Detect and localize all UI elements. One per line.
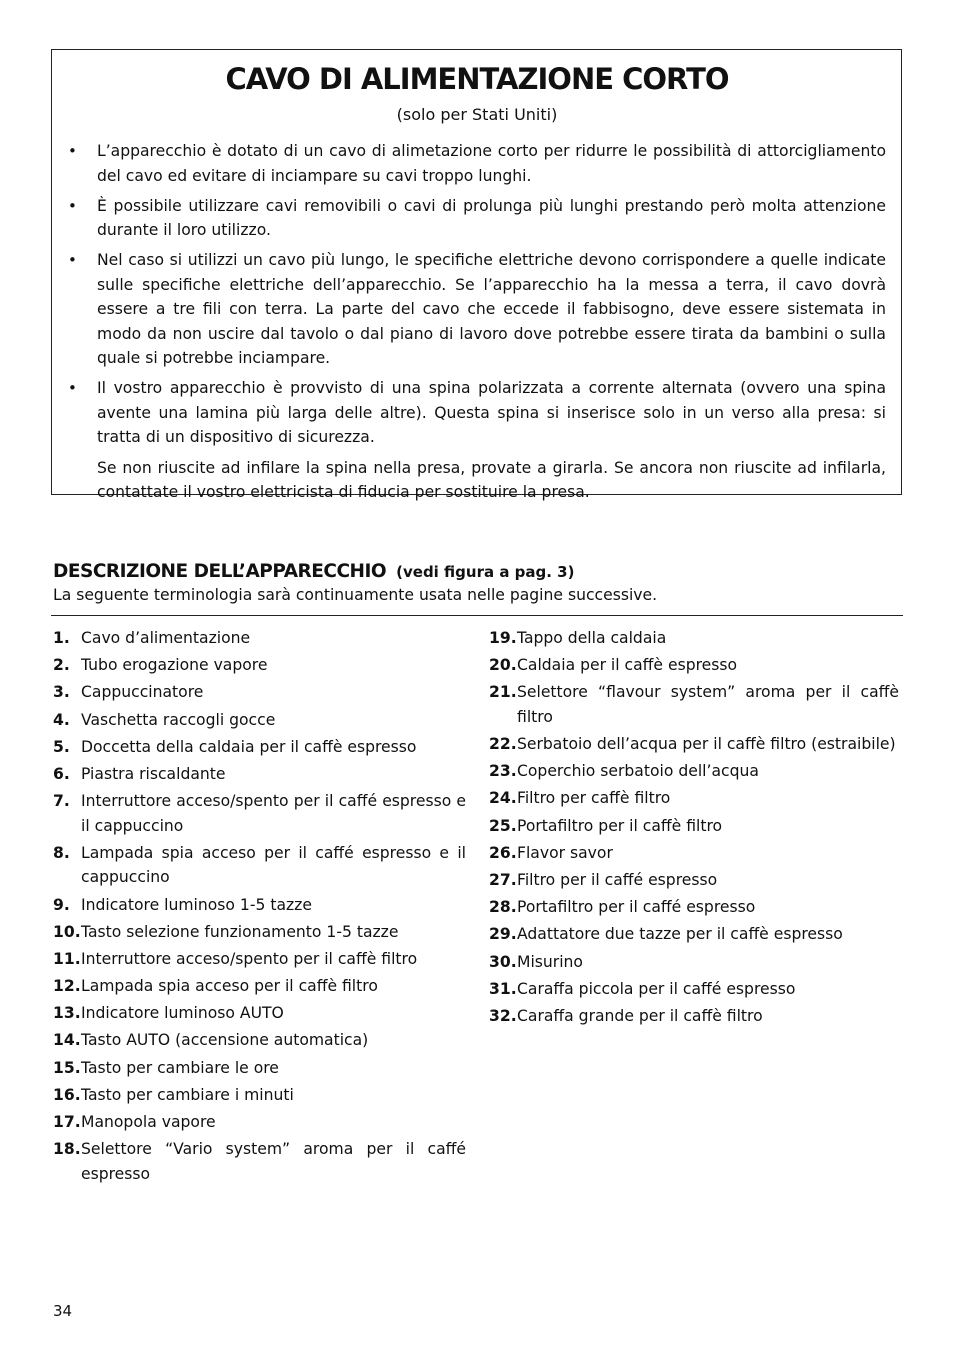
parts-list-item bbox=[53, 708, 466, 733]
parts-list-item-label: Portafiltro per il caffè filtro bbox=[517, 816, 723, 835]
parts-list-item bbox=[489, 680, 899, 729]
parts-list-item bbox=[489, 841, 899, 866]
parts-list-item-number: 22. bbox=[489, 735, 517, 754]
parts-list-item bbox=[489, 759, 899, 784]
parts-list-item-label: Lampada spia acceso per il caffè filtro bbox=[81, 977, 378, 996]
parts-list-item-number: 1. bbox=[53, 629, 70, 647]
parts-list-item-number: 15. bbox=[53, 1058, 81, 1077]
parts-list-item bbox=[53, 1137, 466, 1186]
parts-list-item-number: 25. bbox=[489, 816, 517, 835]
parts-list-item-number: 32. bbox=[489, 1006, 517, 1025]
parts-list-item-number: 17. bbox=[53, 1113, 81, 1131]
parts-list-item-number: 11. bbox=[53, 949, 81, 968]
parts-list-item-label: Cappuccinatore bbox=[81, 683, 204, 702]
parts-list-item-label: Indicatore luminoso 1-5 tazze bbox=[81, 895, 312, 914]
bullet-dot-icon: • bbox=[68, 379, 77, 397]
parts-list-item bbox=[53, 626, 466, 651]
parts-list-item bbox=[53, 1110, 466, 1135]
section-heading bbox=[53, 561, 903, 582]
notice-bullet-text: Nel caso si utilizzi un cavo più lungo, le specifiche elettriche devono corrispondere a quelle indicate sulle specifiche elettriche dell’apparecchio. Se l’apparecchio ha la messa a terra, il cavo dovrà essere a tre fili con terra. La parte del cavo che eccede il fabbisogno, deve essere sistemata in modo da non uscire dal tavolo o dal piano di lavoro dove potrebbe essere tirata da bambini o sulla quale si potrebbe inciampare. bbox=[97, 251, 886, 367]
parts-list-item-number: 8. bbox=[53, 843, 70, 862]
parts-list-item-number: 16. bbox=[53, 1085, 81, 1104]
parts-list-item-label: Coperchio serbatoio dell’acqua bbox=[517, 762, 759, 781]
parts-list-item bbox=[489, 895, 899, 920]
parts-list-item-label: Portafiltro per il caffé espresso bbox=[517, 898, 756, 917]
parts-list-item-label: Tappo della caldaia bbox=[517, 629, 667, 647]
parts-list-item-number: 5. bbox=[53, 737, 70, 756]
parts-list-item-label: Interruttore acceso/spento per il caffé espresso e il cappuccino bbox=[81, 792, 466, 835]
parts-list-item-number: 30. bbox=[489, 952, 517, 971]
parts-list-item bbox=[53, 680, 466, 705]
notice-bullet-text: È possibile utilizzare cavi removibili o cavi di prolunga più lunghi prestando però molta attenzione durante il loro utilizzo. bbox=[97, 196, 886, 239]
parts-list-item-number: 10. bbox=[53, 922, 81, 941]
notice-bullet-note: Se non riuscite ad infilare la spina nella presa, provate a girarla. Se ancora non riuscite ad infilarla, contattate il vostro elettricista di fiducia per sostituire la presa. bbox=[97, 458, 886, 501]
parts-list-item bbox=[53, 1083, 466, 1108]
parts-list-item-number: 4. bbox=[53, 710, 70, 729]
section-figure-reference: (vedi figura a pag. 3) bbox=[396, 563, 575, 581]
parts-list-item-label: Manopola vapore bbox=[81, 1113, 216, 1131]
parts-list-item-number: 31. bbox=[489, 979, 517, 998]
parts-list-item-number: 18. bbox=[53, 1140, 81, 1159]
parts-list-item-label: Caldaia per il caffè espresso bbox=[517, 656, 738, 675]
notice-bullet-text: Il vostro apparecchio è provvisto di una spina polarizzata a corrente alternata (ovvero una spina avente una lamina più larga delle altre). Questa spina si inserisce solo in un verso alla presa: si tratta di un dispositivo di sicurezza. bbox=[97, 379, 886, 446]
parts-list-item-label: Tasto selezione funzionamento 1-5 tazze bbox=[81, 922, 399, 941]
parts-list-item-label: Adattatore due tazze per il caffè espresso bbox=[517, 925, 843, 944]
parts-list-item-number: 19. bbox=[489, 629, 517, 647]
page-number: 34 bbox=[53, 1302, 73, 1320]
parts-list-item bbox=[53, 893, 466, 918]
parts-list-item-label: Caraffa piccola per il caffé espresso bbox=[517, 979, 796, 998]
parts-list-item-label: Selettore “Vario system” aroma per il caffé espresso bbox=[81, 1140, 466, 1183]
parts-list-item-number: 7. bbox=[53, 792, 70, 811]
notice-title: CAVO DI ALIMENTAZIONE CORTO bbox=[225, 62, 729, 96]
parts-list-item bbox=[489, 1004, 899, 1029]
parts-list-item bbox=[489, 786, 899, 811]
section-intro: La seguente terminologia sarà continuamente usata nelle pagine successive. bbox=[53, 586, 658, 604]
parts-list-item-number: 9. bbox=[53, 895, 70, 914]
parts-list-item-number: 14. bbox=[53, 1031, 81, 1050]
parts-list-right bbox=[489, 626, 899, 1031]
parts-list-item-number: 26. bbox=[489, 843, 517, 862]
parts-list-item bbox=[53, 1028, 466, 1053]
parts-list-item bbox=[53, 1056, 466, 1081]
parts-list-item-label: Vaschetta raccogli gocce bbox=[81, 710, 276, 729]
parts-list-item bbox=[53, 947, 466, 972]
parts-list-item-label: Interruttore acceso/spento per il caffè filtro bbox=[81, 949, 418, 968]
parts-list-item bbox=[489, 950, 899, 975]
parts-list-item-number: 29. bbox=[489, 925, 517, 944]
parts-list-left bbox=[53, 626, 466, 1189]
parts-list-item-number: 24. bbox=[489, 789, 517, 808]
parts-list-item bbox=[489, 732, 899, 757]
parts-list-item bbox=[489, 868, 899, 893]
parts-list-item-label: Tasto AUTO (accensione automatica) bbox=[81, 1031, 369, 1050]
notice-bullet bbox=[66, 376, 886, 505]
parts-list-item-number: 23. bbox=[489, 762, 517, 781]
parts-list-item bbox=[53, 974, 466, 999]
notice-bullet bbox=[66, 139, 886, 188]
parts-list-item bbox=[53, 735, 466, 760]
notice-subtitle: (solo per Stati Uniti) bbox=[396, 105, 558, 124]
bullet-dot-icon: • bbox=[68, 142, 77, 160]
parts-list-item-label: Lampada spia acceso per il caffé espresso e il cappuccino bbox=[81, 843, 466, 887]
parts-list-item-number: 28. bbox=[489, 898, 517, 917]
parts-list-item-label: Tasto per cambiare i minuti bbox=[81, 1085, 294, 1104]
parts-list-item-label: Doccetta della caldaia per il caffè espresso bbox=[81, 737, 417, 756]
bullet-dot-icon: • bbox=[68, 196, 77, 215]
parts-list-item bbox=[489, 626, 899, 651]
parts-list-item bbox=[53, 789, 466, 838]
parts-list-item bbox=[53, 920, 466, 945]
parts-list-item-label: Piastra riscaldante bbox=[81, 764, 226, 783]
bullet-dot-icon: • bbox=[68, 251, 77, 269]
parts-list-item-number: 12. bbox=[53, 977, 81, 996]
parts-list-item bbox=[53, 841, 466, 890]
parts-list-item bbox=[53, 762, 466, 787]
parts-list-item-label: Indicatore luminoso AUTO bbox=[81, 1004, 284, 1023]
parts-list-item-number: 13. bbox=[53, 1004, 81, 1023]
parts-list-item bbox=[489, 814, 899, 839]
parts-list-item-label: Tasto per cambiare le ore bbox=[81, 1058, 279, 1077]
notice-bullet-text: L’apparecchio è dotato di un cavo di alimetazione corto per ridurre le possibilità di attorcigliamento del cavo ed evitare di inciampare su cavi troppo lunghi. bbox=[97, 142, 886, 185]
parts-list-item-label: Filtro per il caffé espresso bbox=[517, 871, 718, 889]
parts-list-item bbox=[489, 977, 899, 1002]
parts-list-item bbox=[53, 1001, 466, 1026]
parts-list-item bbox=[489, 653, 899, 678]
parts-list-item-number: 3. bbox=[53, 683, 70, 702]
parts-list-item-label: Selettore “flavour system” aroma per il caffè filtro bbox=[517, 683, 899, 726]
notice-bullet bbox=[66, 194, 886, 243]
notice-bullet-list bbox=[66, 139, 886, 510]
parts-list-item-label: Misurino bbox=[517, 952, 583, 971]
parts-list-item-label: Caraffa grande per il caffè filtro bbox=[517, 1006, 763, 1025]
section-title: DESCRIZIONE DELL’APPARECCHIO bbox=[53, 561, 387, 582]
parts-list-item-label: Serbatoio dell’acqua per il caffè filtro (estraibile) bbox=[517, 735, 896, 754]
parts-list-item-label: Tubo erogazione vapore bbox=[81, 656, 268, 675]
parts-list-item-number: 6. bbox=[53, 764, 70, 783]
parts-list-item-number: 27. bbox=[489, 871, 517, 889]
parts-list-item-number: 21. bbox=[489, 683, 517, 702]
parts-list-item-number: 20. bbox=[489, 656, 517, 675]
parts-list-item-label: Filtro per caffè filtro bbox=[517, 789, 671, 808]
notice-bullet bbox=[66, 248, 886, 371]
parts-list-item bbox=[489, 922, 899, 947]
parts-list-item-label: Cavo d’alimentazione bbox=[81, 629, 251, 647]
parts-list-item-label: Flavor savor bbox=[517, 843, 613, 862]
parts-list-item-number: 2. bbox=[53, 656, 70, 675]
parts-list-item bbox=[53, 653, 466, 678]
section-divider bbox=[51, 615, 903, 616]
